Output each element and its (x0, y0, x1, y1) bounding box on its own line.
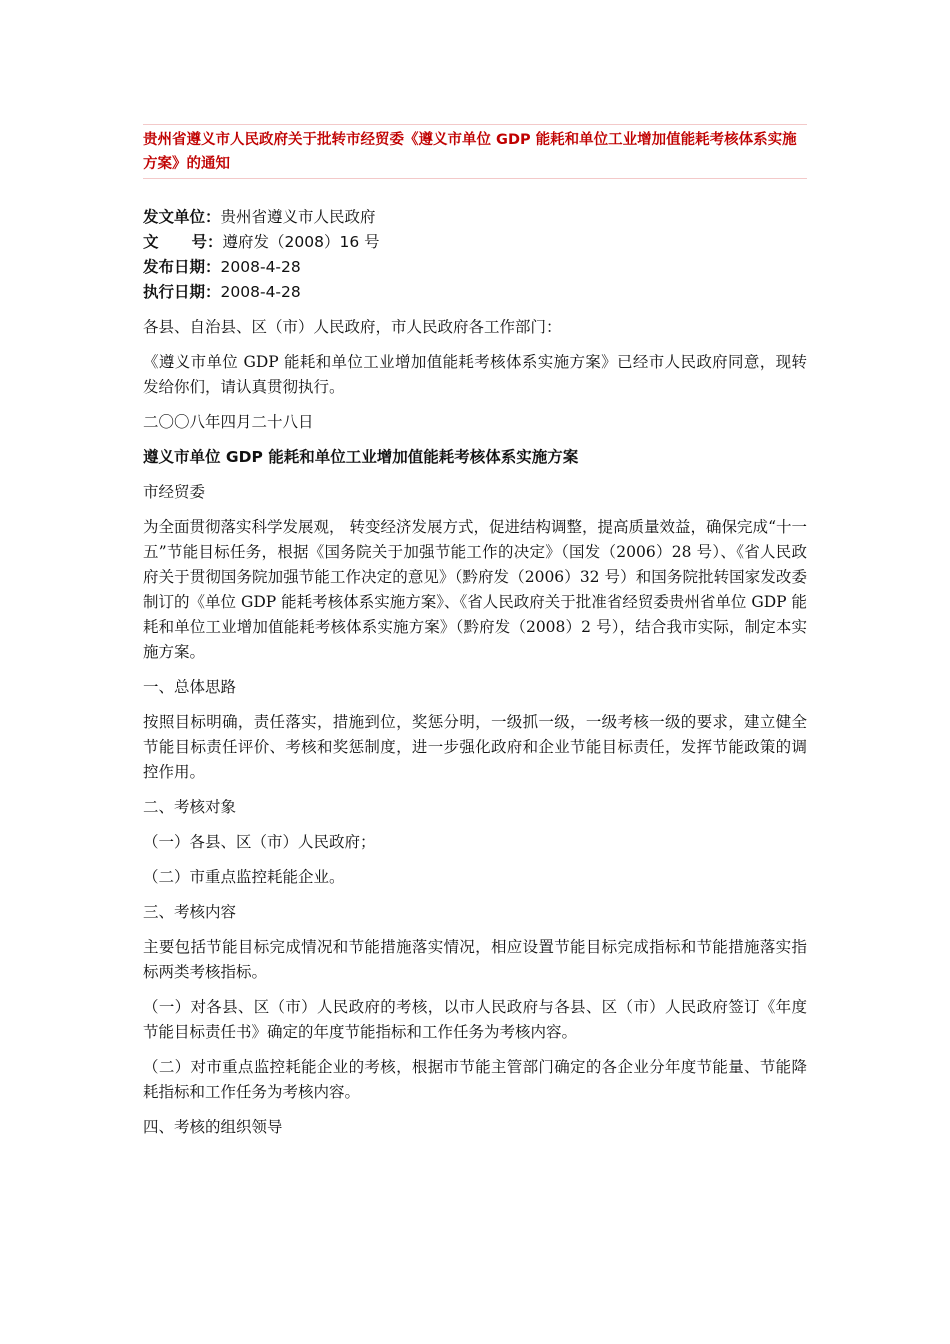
meta-label-issuer: 发文单位 (143, 208, 206, 226)
list-item: （一）各县、区（市）人民政府； (143, 833, 376, 851)
meta-value-docno: 遵府发（2008）16 号 (222, 233, 380, 251)
paragraph-approach: 按照目标明确，责任落实，措施到位，奖惩分明，一级抓一级，一级考核一级的要求，建立健全节能目标责任评价、考核和奖惩制度，进一步强化政府和企业节能目标责任，发挥节能政策的调控作用。 (143, 713, 807, 781)
meta-label-docno: 文号 (143, 233, 207, 251)
section-heading-3: 三、考核内容 (143, 903, 237, 921)
document-page (143, 124, 807, 1140)
list-item: （二）市重点监控耗能企业。 (143, 868, 345, 886)
intro-paragraph: 《遵义市单位 GDP 能耗和单位工业增加值能耗考核体系实施方案》已经市人民政府同意，现转发给你们，请认真贯彻执行。 (143, 353, 807, 396)
meta-row-publish-date: 发布日期 ： 2008-4-28 (143, 255, 807, 280)
meta-value-effective-date: 2008-4-28 (220, 283, 301, 301)
section-heading-1: 一、总体思路 (143, 678, 237, 696)
department: 市经贸委 (143, 483, 206, 501)
section-heading-2: 二、考核对象 (143, 798, 237, 816)
issue-date: 二〇〇八年四月二十八日 (143, 413, 314, 431)
plan-title: 遵义市单位 GDP 能耗和单位工业增加值能耗考核体系实施方案 (143, 448, 579, 466)
list-item: （二）对市重点监控耗能企业的考核，根据市节能主管部门确定的各企业分年度节能量、节能降耗指标和工作任务为考核内容。 (143, 1058, 807, 1101)
meta-label-publish-date: 发布日期 (143, 258, 206, 276)
meta-row-effective-date: 执行日期 ： 2008-4-28 (143, 280, 807, 305)
document-title: 贵州省遵义市人民政府关于批转市经贸委《遵义市单位 GDP 能耗和单位工业增加值能耗考核体系实施方案》的通知 (143, 132, 797, 172)
paragraph-content: 主要包括节能目标完成情况和节能措施落实情况，相应设置节能目标完成指标和节能措施落实指标两类考核指标。 (143, 938, 807, 981)
section-heading-4: 四、考核的组织领导 (143, 1118, 283, 1136)
meta-row-issuer: 发文单位 ： 贵州省遵义市人民政府 (143, 205, 807, 230)
document-body (143, 315, 807, 1140)
meta-value-issuer: 贵州省遵义市人民政府 (220, 208, 376, 226)
meta-label-effective-date: 执行日期 (143, 283, 206, 301)
list-item: （一）对各县、区（市）人民政府的考核，以市人民政府与各县、区（市）人民政府签订《年度节能目标责任书》确定的年度节能指标和工作任务为考核内容。 (143, 998, 807, 1041)
title-block (143, 124, 807, 179)
meta-row-docno: 文号 ： 遵府发（2008）16 号 (143, 230, 807, 255)
salutation: 各县、自治县、区（市）人民政府，市人民政府各工作部门： (143, 318, 562, 336)
meta-value-publish-date: 2008-4-28 (220, 258, 301, 276)
meta-block (143, 205, 807, 305)
paragraph-purpose: 为全面贯彻落实科学发展观， 转变经济发展方式，促进结构调整，提高质量效益，确保完成“十一五”节能目标任务，根据《国务院关于加强节能工作的决定》（国发（2006）28 号）、《省人民政府关于贯彻国务院加强节能工作决定的意见》（黔府发（2006）32 号）和国务院批转国家发改委制订的《单位 GDP 能耗考核体系实施方案》、《省人民政府关于批准省经贸委贵州省单位 GDP 能耗和单位工业增加值能耗考核体系实施方案》（黔府发（2008）2 号），结合我市实际，制定本实施方案。 (143, 518, 807, 661)
